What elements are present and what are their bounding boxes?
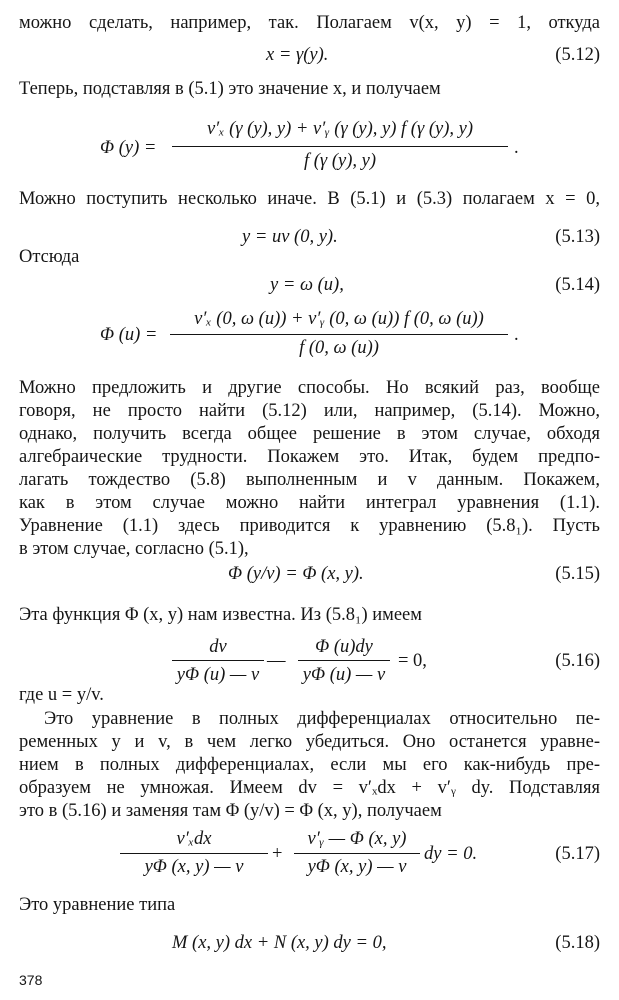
equation-5-14: y = ω (u), (270, 275, 344, 295)
equation-rhs: dy = 0. (424, 844, 478, 864)
equation-number: (5.12) (555, 45, 600, 65)
equation-tail: . (514, 138, 519, 158)
paragraph-line: нием в полных дифференциалах, если мы его как-нибудь пре- (19, 755, 600, 775)
equation-number: (5.17) (555, 844, 600, 864)
paragraph-line: Уравнение (1.1) здесь приводится к уравнению (5.8₁). Пусть (19, 516, 600, 536)
paragraph-line: Это уравнение в полных дифференциалах относительно пе- (44, 709, 600, 729)
paragraph-line: в этом случае, согласно (5.1), (19, 539, 249, 559)
fraction-denominator: f (γ (y), y) (304, 151, 376, 171)
paragraph-line: это в (5.16) и заменяя там Φ (y/v) = Φ (x, y), получаем (19, 801, 442, 821)
text-line: Эта функция Φ (x, y) нам известна. Из (5.8₁) имеем (19, 605, 422, 625)
fraction-numerator: v′ₓ (γ (y), y) + v′ᵧ (γ (y), y) f (γ (y), y) (206, 119, 474, 139)
text-line: можно сделать, например, так. Полагаем v(x, y) = 1, откуда (19, 13, 600, 33)
fraction-bar (172, 660, 264, 661)
fraction-denominator: f (0, ω (u)) (299, 338, 379, 358)
text-line: Можно поступить несколько иначе. В (5.1) и (5.3) полагаем x = 0, (19, 189, 600, 209)
minus-sign: — (267, 651, 286, 671)
equation-number: (5.18) (555, 933, 600, 953)
fraction-bar (120, 853, 268, 854)
equation-number: (5.13) (555, 227, 600, 247)
paragraph-line: как в этом случае можно найти интеграл уравнения (1.1). (19, 493, 600, 513)
equation-5-15: Φ (y/v) = Φ (x, y). (228, 564, 364, 584)
plus-sign: + (272, 844, 283, 864)
fraction-bar (172, 146, 508, 147)
fraction-bar (170, 334, 508, 335)
text-line: Теперь, подставляя в (5.1) это значение x, и получаем (19, 79, 441, 99)
equation-number: (5.15) (555, 564, 600, 584)
fraction-bar (294, 853, 420, 854)
fraction-numerator: Φ (u)dy (315, 637, 373, 657)
paragraph-line: однако, получить всегда общее решение в этом случае, обходя (19, 424, 600, 444)
equation-tail: . (514, 325, 519, 345)
equation-lhs: Φ (u) = (100, 325, 158, 345)
fraction-numerator: v′ₓ (0, ω (u)) + v′ᵧ (0, ω (u)) f (0, ω (u)) (194, 309, 484, 329)
text-line: где u = y/v. (19, 685, 104, 705)
paragraph-line: образуем не умножая. Имеем dv = v′ₓdx + v′ᵧ dy. Подставляя (19, 778, 600, 798)
paragraph-line: Можно предложить и другие способы. Но всякий раз, вообще (19, 378, 600, 398)
page-number: 378 (19, 972, 43, 988)
paragraph-line: ременных y и v, в чем легко убедиться. Оно останется уравне- (19, 732, 600, 752)
equation-rhs: = 0, (398, 651, 427, 671)
paragraph-line: лагать тождество (5.8) выполненным и v данным. Покажем, (19, 470, 600, 490)
text-line: Это уравнение типа (19, 895, 176, 915)
equation-5-12: x = γ(y). (266, 45, 329, 65)
fraction-numerator: v′ᵧ — Φ (x, y) (307, 829, 407, 849)
equation-5-18: M (x, y) dx + N (x, y) dy = 0, (172, 933, 387, 953)
fraction-numerator: dv (209, 637, 227, 657)
equation-lhs: Φ (y) = (100, 138, 157, 158)
fraction-numerator: v′ₓdx (176, 829, 212, 849)
paragraph-line: говоря, не просто найти (5.12) или, например, (5.14). Можно, (19, 401, 600, 421)
equation-number: (5.16) (555, 651, 600, 671)
equation-number: (5.14) (555, 275, 600, 295)
paragraph-line: алгебраические трудности. Покажем это. Итак, будем предпо- (19, 447, 600, 467)
text-line: Отсюда (19, 247, 80, 267)
equation-5-13: y = uv (0, y). (242, 227, 338, 247)
fraction-bar (298, 660, 390, 661)
fraction-denominator: yΦ (x, y) — v (144, 857, 244, 877)
fraction-denominator: yΦ (x, y) — v (307, 857, 407, 877)
fraction-denominator: yΦ (u) — v (302, 665, 386, 685)
fraction-denominator: yΦ (u) — v (176, 665, 260, 685)
